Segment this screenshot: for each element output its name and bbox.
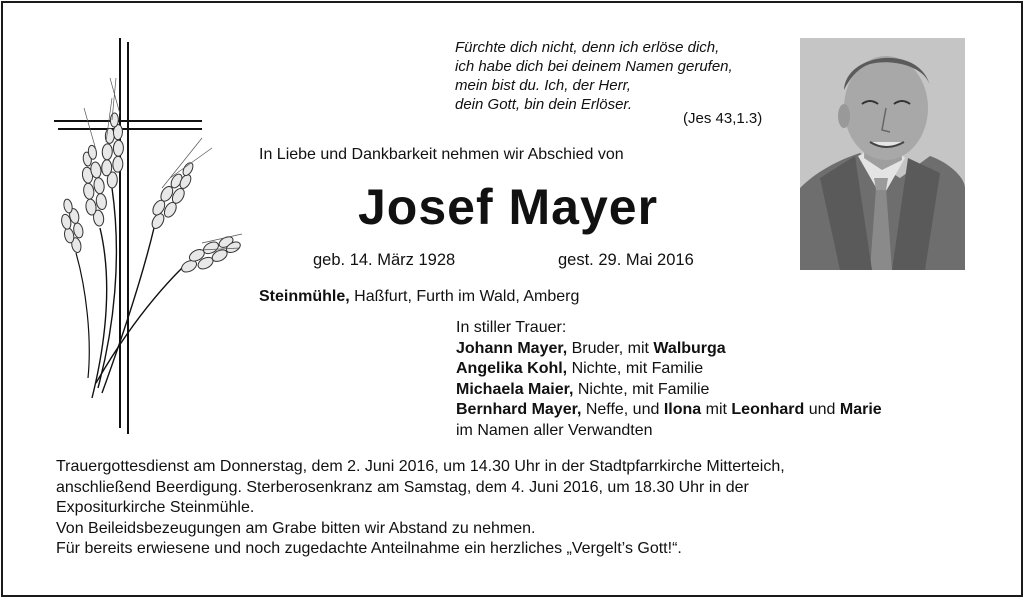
service-line: Trauergottesdienst am Donnerstag, dem 2. Juni 2016, um 14.30 Uhr in der Stadtpfarrkirche Mitterteich, — [56, 458, 785, 475]
mourner-name: Walburga — [653, 339, 726, 357]
mourner-name: Ilona — [663, 401, 702, 418]
service-info — [56, 457, 785, 560]
birth-date: geb. 14. März 1928 — [313, 251, 456, 269]
portrait-photo — [800, 38, 965, 270]
service-line: Für bereits erwiesene und noch zugedachte Anteilnahme ein herzliches „Vergelt’s Gott!“. — [56, 540, 682, 557]
mourners-heading: In stiller Trauer: — [456, 319, 567, 336]
places — [259, 288, 579, 306]
bible-verse — [455, 38, 733, 114]
deceased-name: Josef Mayer — [358, 179, 659, 235]
service-line: Von Beileidsbezeugungen am Grabe bitten wir Abstand zu nehmen. — [56, 519, 536, 537]
mourner-relation: Nichte, mit Familie — [573, 380, 710, 398]
verse-line: mein bist du. Ich, der Herr, — [455, 77, 631, 94]
death-date: gest. 29. Mai 2016 — [558, 251, 694, 269]
verse-line: ich habe dich bei deinem Namen gerufen, — [455, 58, 733, 75]
service-line: anschließend Beerdigung. Sterberosenkranz am Samstag, dem 4. Juni 2016, um 18.30 Uhr in der — [56, 478, 749, 496]
verse-line: dein Gott, bin dein Erlöser. — [455, 96, 633, 113]
mourner-name: Angelika Kohl, — [456, 360, 568, 377]
cross-with-wheat-icon — [52, 38, 252, 434]
mourner-line — [456, 339, 882, 360]
mourner-line — [456, 380, 882, 401]
mourner-relation: und — [804, 401, 840, 418]
mourners-closing: im Namen aller Verwandten — [456, 421, 653, 439]
mourner-name: Michaela Maier, — [456, 380, 574, 398]
mourner-name: Johann Mayer, — [456, 339, 568, 357]
mourner-relation: Neffe, und — [581, 401, 664, 418]
mourner-line — [456, 400, 882, 421]
mourner-name: Marie — [839, 401, 882, 418]
intro-text: In Liebe und Dankbarkeit nehmen wir Abschied von — [259, 146, 624, 163]
mourner-name: Bernhard Mayer, — [456, 401, 582, 418]
mourner-line — [456, 359, 882, 380]
mourner-relation: mit — [701, 401, 732, 418]
verse-line: Fürchte dich nicht, denn ich erlöse dich, — [455, 39, 720, 56]
mourner-relation: Nichte, mit Familie — [567, 360, 704, 377]
mourner-name: Leonhard — [731, 401, 805, 418]
mourners-block — [456, 318, 882, 441]
place-main: Steinmühle, — [259, 288, 350, 305]
verse-reference: (Jes 43,1.3) — [683, 110, 763, 127]
mourner-relation: Bruder, mit — [567, 339, 654, 357]
places-rest: Haßfurt, Furth im Wald, Amberg — [349, 288, 580, 305]
service-line: Expositurkirche Steinmühle. — [56, 499, 255, 516]
